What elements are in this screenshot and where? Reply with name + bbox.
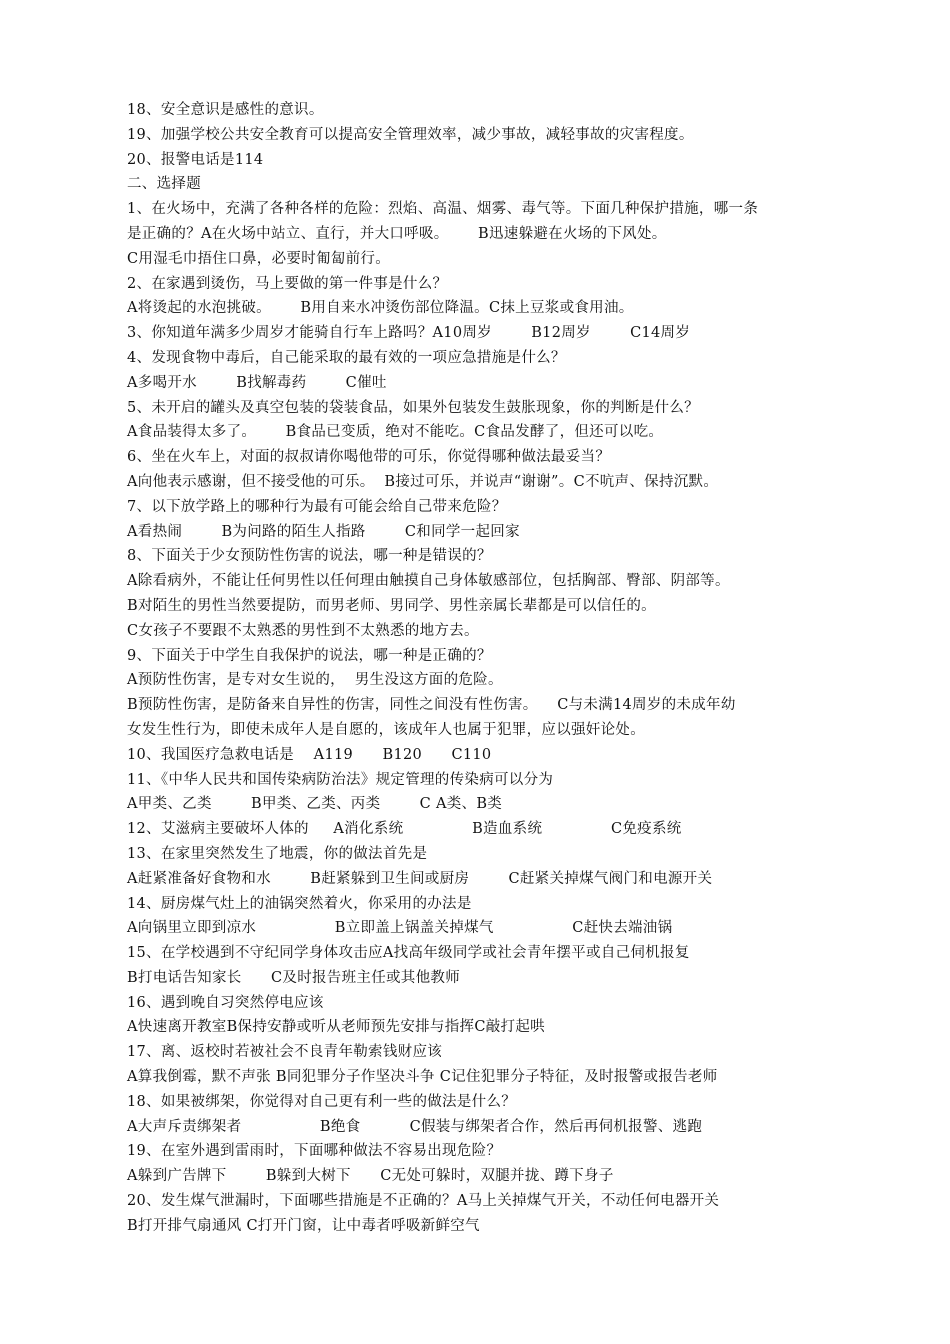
text-line: A向他表示感谢，但不接受他的可乐。 B接过可乐，并说声“谢谢”。C不吭声、保持沉默。 <box>127 473 719 490</box>
text-line: 20、报警电话是114 <box>127 151 264 168</box>
text-line: C女孩子不要跟不太熟悉的男性到不太熟悉的地方去。 <box>127 622 479 639</box>
text-line: A将烫起的水泡挑破。 B用自来水冲烫伤部位降温。C抹上豆浆或食用油。 <box>127 300 634 317</box>
text-line: A预防性伤害，是专对女生说的， 男生没这方面的危险。 <box>127 672 503 689</box>
text-line: B对陌生的男性当然要提防，而男老师、男同学、男性亲属长辈都是可以信任的。 <box>127 597 656 614</box>
text-line: 13、在家里突然发生了地震，你的做法首先是 <box>127 845 428 862</box>
text-line: C用湿毛巾捂住口鼻，必要时匍匐前行。 <box>127 250 390 267</box>
text-line: 3、你知道年满多少周岁才能骑自行车上路吗？A10周岁 B12周岁 C14周岁 <box>127 325 691 342</box>
text-line: 11、《中华人民共和国传染病防治法》规定管理的传染病可以分为 <box>127 771 554 788</box>
text-line: 二、选择题 <box>127 176 201 193</box>
text-line: A除看病外，不能让任何男性以任何理由触摸自己身体敏感部位，包括胸部、臀部、阴部等。 <box>127 573 730 590</box>
text-line: 20、发生煤气泄漏时，下面哪些措施是不正确的？A马上关掉煤气开关，不动任何电器开关 <box>127 1193 720 1210</box>
text-line: 17、离、返校时若被社会不良青年勒索钱财应该 <box>127 1044 443 1061</box>
text-line: A看热闹 B为问路的陌生人指路 C和同学一起回家 <box>127 523 520 540</box>
text-line: B打电话告知家长 C及时报告班主任或其他教师 <box>127 969 461 986</box>
text-line: 2、在家遇到烫伤，马上要做的第一件事是什么？ <box>127 275 448 292</box>
text-line: A多喝开水 B找解毒药 C催吐 <box>127 374 387 391</box>
document-body <box>127 98 827 1239</box>
text-line: A向锅里立即到凉水 B立即盖上锅盖关掉煤气 C赶快去端油锅 <box>127 920 673 937</box>
text-line: 1、在火场中，充满了各种各样的危险：烈焰、高温、烟雾、毒气等。下面几种保护措施，哪一条 <box>127 201 759 218</box>
text-line: 10、我国医疗急救电话是 A119 B120 C110 <box>127 746 492 763</box>
text-line: 是正确的？A在火场中站立、直行，并大口呼吸。 B迅速躲避在火场的下风处。 <box>127 225 667 242</box>
text-line: B打开排气扇通风 C打开门窗，让中毒者呼吸新鲜空气 <box>127 1217 480 1234</box>
text-line: 12、艾滋病主要破坏人体的 A消化系统 B造血系统 C免疫系统 <box>127 821 682 838</box>
text-line: 5、未开启的罐头及真空包装的袋装食品，如果外包装发生鼓胀现象，你的判断是什么？ <box>127 399 699 416</box>
text-line: 18、安全意识是感性的意识。 <box>127 102 324 118</box>
text-line: A食品装得太多了。 B食品已变质，绝对不能吃。C食品发酵了，但还可以吃。 <box>127 424 664 441</box>
text-line: A大声斥责绑架者 B绝食 C假装与绑架者合作，然后再伺机报警、逃跑 <box>127 1118 703 1135</box>
text-line: 9、下面关于中学生自我保护的说法，哪一种是正确的？ <box>127 647 492 664</box>
text-line: 6、坐在火车上，对面的叔叔请你喝他带的可乐，你觉得哪种做法最妥当？ <box>127 449 611 466</box>
text-line: 18、如果被绑架，你觉得对自己更有利一些的做法是什么？ <box>127 1093 517 1110</box>
text-line: A赶紧准备好食物和水 B赶紧躲到卫生间或厨房 C赶紧关掉煤气阀门和电源开关 <box>127 870 713 887</box>
text-line: 8、下面关于少女预防性伤害的说法，哪一种是错误的？ <box>127 548 492 565</box>
text-line: A甲类、乙类 B甲类、乙类、丙类 C A类、B类 <box>127 796 503 813</box>
text-line: 15、在学校遇到不守纪同学身体攻击应A找高年级同学或社会青年摆平或自己伺机报复 <box>127 945 690 962</box>
text-line: 19、在室外遇到雷雨时，下面哪种做法不容易出现危险？ <box>127 1143 502 1160</box>
text-line: 14、厨房煤气灶上的油锅突然着火，你采用的办法是 <box>127 895 472 912</box>
text-line: 7、以下放学路上的哪种行为最有可能会给自己带来危险？ <box>127 498 507 515</box>
text-line: B预防性伤害，是防备来自异性的伤害，同性之间没有性伤害。 C与未满14周岁的未成年幼 <box>127 697 736 714</box>
text-line: A躲到广告牌下 B躲到大树下 C无处可躲时，双腿并拢、蹲下身子 <box>127 1168 614 1185</box>
text-line: A快速离开教室B保持安静或听从老师预先安排与指挥C敲打起哄 <box>127 1019 545 1036</box>
text-line: 4、发现食物中毒后，自己能采取的最有效的一项应急措施是什么？ <box>127 349 566 366</box>
text-line: 女发生性行为，即使未成年人是自愿的，该成年人也属于犯罪，应以强奸论处。 <box>127 721 645 738</box>
text-line: 16、遇到晚自习突然停电应该 <box>127 994 324 1011</box>
text-line: 19、加强学校公共安全教育可以提高安全管理效率，减少事故，减轻事故的灾害程度。 <box>127 126 694 143</box>
text-line: A算我倒霉，默不声张 B同犯罪分子作坚决斗争 C记住犯罪分子特征，及时报警或报告老师 <box>127 1069 718 1086</box>
